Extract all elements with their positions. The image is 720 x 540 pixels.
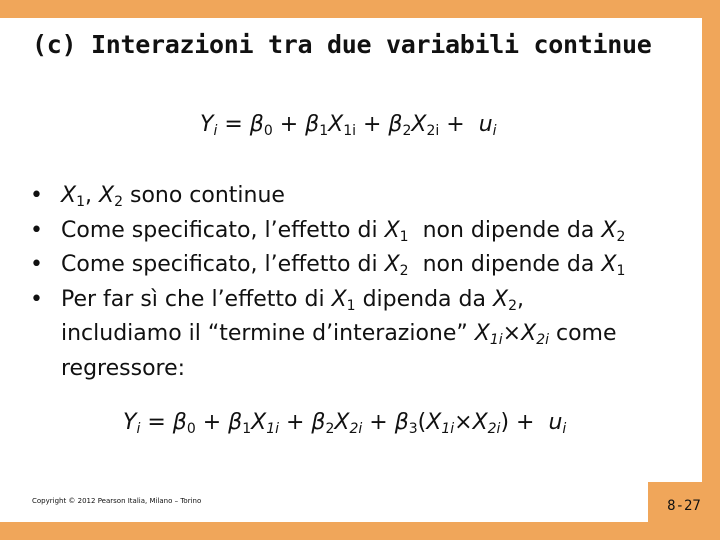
bullet-dot: •	[30, 183, 43, 208]
bullet-item-1: • $X_1$, $X_2$ sono continue	[30, 183, 285, 210]
bullet-dot: •	[30, 217, 43, 243]
bullet-item-2: • Come specificato, l’effetto di $X_1$ non dipende da $X_2$	[30, 217, 626, 245]
equation-interaction-model: $Y_i = \beta_0 + \beta_1X_{1i} + \beta_2X_{2i} + \beta_3(X_{1i}\times X_{2i}) + u_i$	[123, 410, 567, 437]
equation-model: $Y_i = \beta_0 + \beta_1X_{1i} + \beta_2X_{2i} + u_i$	[200, 112, 497, 139]
page-number: 8-27	[667, 498, 701, 514]
copyright-text: Copyright © 2012 Pearson Italia, Milano – Torino	[32, 497, 202, 505]
right-accent-bar	[702, 0, 720, 540]
page-number-box	[648, 482, 720, 540]
bullet-dot: •	[30, 252, 43, 277]
bullet-item-3: • Come specificato, l’effetto di $X_2$ non dipende da $X_1$	[30, 252, 626, 279]
slide-title: (c) Interazioni tra due variabili continue	[32, 30, 652, 59]
bullet-dot: •	[30, 286, 43, 312]
top-accent-bar	[0, 0, 720, 18]
bullet-item-4: • Per far sì che l’effetto di $X_1$ dipenda da $X_2$, includiamo il “termine d’interazione” $X_{1i}\times X_{2i}$ come regressore:	[30, 286, 617, 381]
bullet-list	[30, 182, 690, 382]
bottom-accent-bar	[0, 522, 720, 540]
